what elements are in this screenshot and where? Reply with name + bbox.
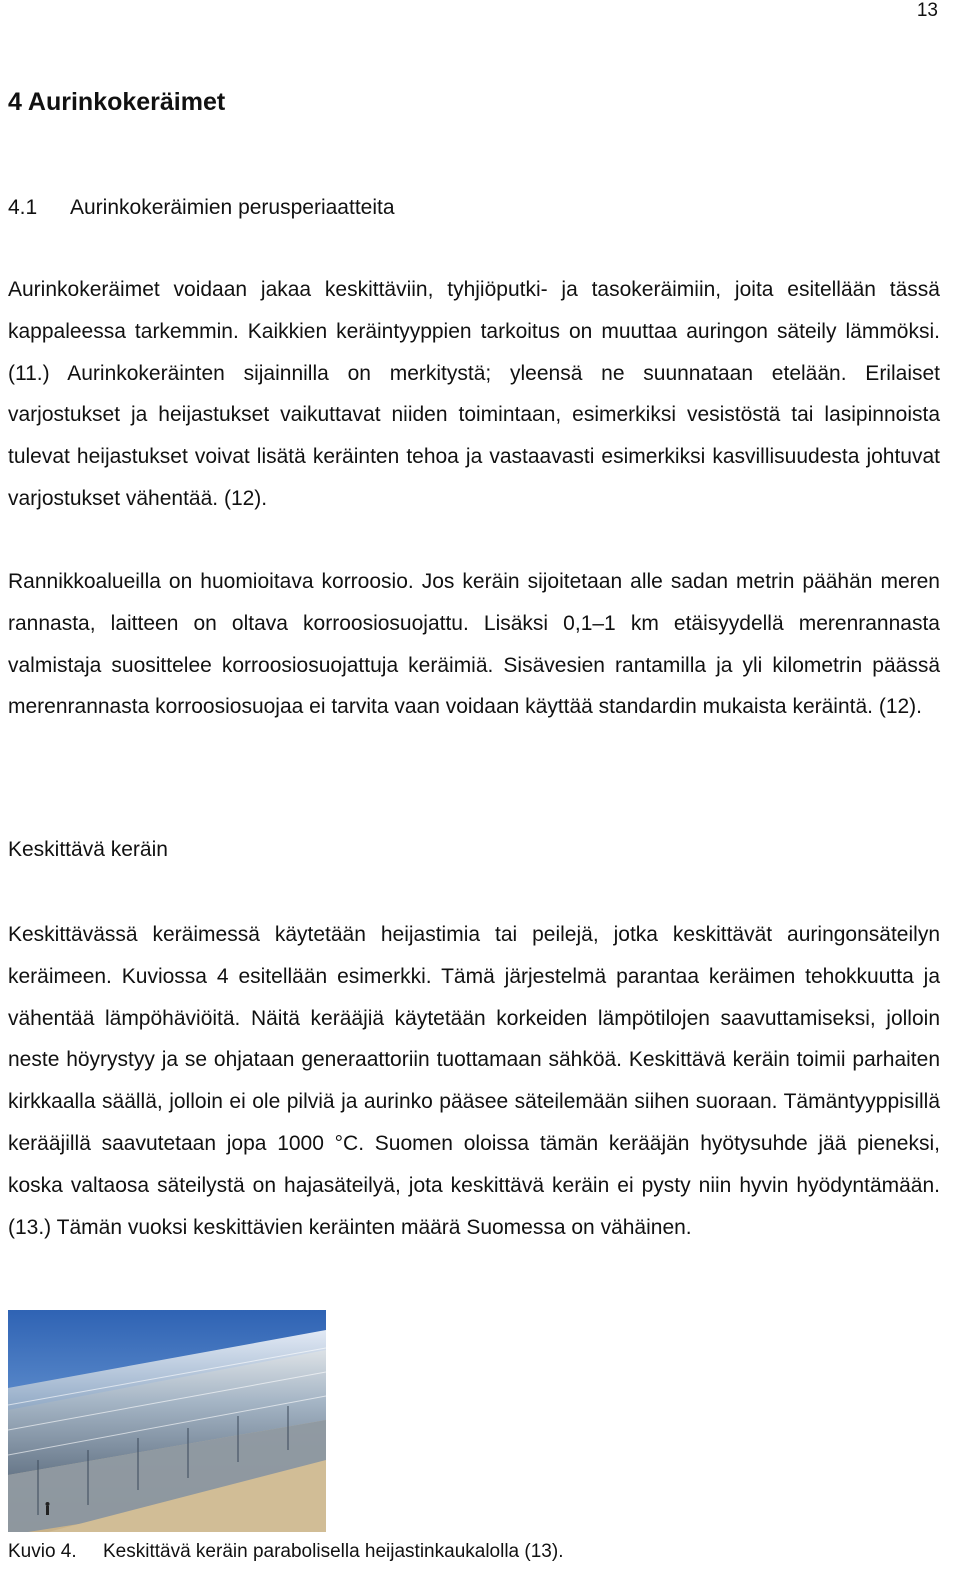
paragraph-intro: Aurinkokeräimet voidaan jakaa keskittäviin, tyhjiöputki- ja tasokeräimiin, joita esitellään tässä kappaleessa tarkemmin. Kaikkien keräintyyppien tarkoitus on muuttaa auringon säteily lämmöksi. (11.) Aurinkokeräinten sijainnilla on merkitystä; yleensä ne suunnataan etelään. Erilaiset varjostukset ja heijastukset vaikuttavat niiden toimintaan, esimerkiksi vesistöstä tai lasipinnoista tulevat heijastukset voivat lisätä keräinten tehoa ja vastaavasti esimerkiksi kasvillisuudesta johtuvat varjostukset vähentää. (12). [8,278,940,510]
caption-text: Keskittävä keräin parabolisella heijastinkaukalolla (13). [103,1541,564,1562]
section-number: 4.1 [8,196,38,219]
figure-caption [8,1541,563,1563]
paragraph-concentrating: Keskittävässä keräimessä käytetään heijastimia tai peilejä, jotka keskittävät auringonsäteilyn keräimeen. Kuviossa 4 esitellään esimerkki. Tämä järjestelmä parantaa keräimen tehokkuutta ja vähentää lämpöhäviöitä. Näitä kerääjiä käytetään korkeiden lämpötilojen saavuttamiseksi, jolloin neste höyrystyy ja se ohjataan generaattoriin tuottamaan sähköä. Keskittävä keräin toimii parhaiten kirkkaalla säällä, jolloin ei ole pilviä ja aurinko pääsee säteilemään siihen suoraan. Tämäntyyppisillä kerääjillä saavutetaan jopa 1000 °C. Suomen oloissa tämän kerääjän hyötysuhde jää pieneksi, koska valtaosa säteilystä on hajasäteilyä, jota keskittävä keräin ei pysty niin hyvin hyödyntämään. (13.) Tämän vuoksi keskittävien keräinten määrä Suomessa on vähäinen. [8,923,940,1239]
section-heading [8,196,395,220]
figure-photo [8,1310,326,1532]
section-title: Aurinkokeräimien perusperiaatteita [70,196,395,219]
chapter-heading: 4 Aurinkokeräimet [8,88,226,116]
page-number: 13 [916,0,938,21]
parabolic-trough-photo [8,1310,326,1532]
subsection-heading: Keskittävä keräin [8,838,168,861]
paragraph-corrosion: Rannikkoalueilla on huomioitava korroosio. Jos keräin sijoitetaan alle sadan metrin päähän meren rannasta, laitteen on oltava korroosiosuojattu. Lisäksi 0,1–1 km etäisyydellä merenrannasta valmistaja suosittelee korroosiosuojattuja keräimiä. Sisävesien rantamilla ja yli kilometrin päässä merenrannasta korroosiosuojaa ei tarvita vaan voidaan käyttää standardin mukaista keräintä. (12). [8,570,940,719]
caption-label: Kuvio 4. [8,1541,77,1562]
